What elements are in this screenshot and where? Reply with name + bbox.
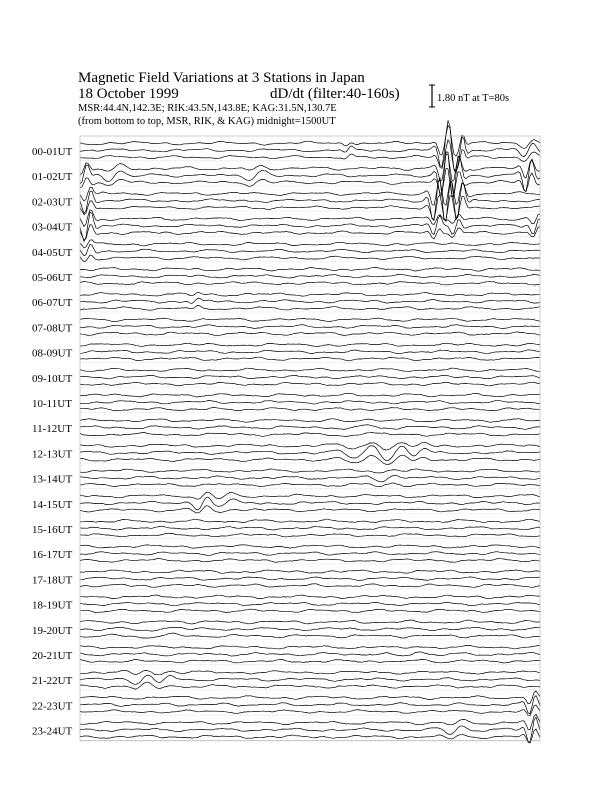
trace-rik <box>80 274 540 278</box>
trace-rik <box>80 497 540 510</box>
hour-label: 18-19UT <box>32 599 73 612</box>
trace-msr <box>80 305 540 310</box>
trace-msr <box>80 682 540 689</box>
trace-rik <box>80 552 540 556</box>
trace-msr <box>80 633 540 638</box>
trace-msr <box>80 559 540 563</box>
trace-msr <box>80 432 540 436</box>
trace-msr <box>80 408 540 411</box>
hour-label: 20-21UT <box>32 650 73 662</box>
hour-label: 03-04UT <box>32 221 73 234</box>
trace-msr <box>80 382 540 386</box>
trace-msr <box>80 659 540 663</box>
trace-rik <box>80 526 540 530</box>
trace-rik <box>80 350 540 354</box>
hour-label: 09-10UT <box>32 372 73 385</box>
trace-msr <box>80 281 540 285</box>
trace-kag <box>80 492 540 499</box>
scale-label: 1.80 nT at T=80s <box>437 93 510 104</box>
hour-label: 02-03UT <box>32 196 73 209</box>
hour-label: 23-24UT <box>32 725 73 738</box>
trace-rik <box>80 696 540 714</box>
hour-label: 22-23UT <box>32 700 73 713</box>
trace-kag <box>80 595 540 599</box>
trace-kag <box>80 419 540 423</box>
trace-kag <box>80 519 540 522</box>
hour-label: 01-02UT <box>32 171 73 184</box>
hour-label: 19-20UT <box>32 624 73 637</box>
trace-kag <box>80 318 540 322</box>
trace-rik <box>80 212 540 241</box>
trace-rik <box>80 627 540 631</box>
trace-kag <box>80 443 540 450</box>
trace-kag <box>80 268 540 272</box>
trace-msr <box>80 609 540 612</box>
trace-kag <box>80 292 540 296</box>
trace-kag <box>80 714 540 729</box>
hour-label: 10-11UT <box>32 398 72 410</box>
trace-rik <box>80 717 540 742</box>
trace-rik <box>80 178 540 221</box>
chart-date: 18 October 1999 <box>78 86 179 102</box>
trace-kag <box>80 570 540 573</box>
hour-label: 06-07UT <box>32 297 73 310</box>
chart-component: dD/dt (filter:40-160s) <box>270 86 400 102</box>
trace-msr <box>80 255 540 262</box>
hour-label: 07-08UT <box>32 322 73 335</box>
trace-msr <box>80 168 540 196</box>
trace-kag <box>80 469 540 473</box>
hour-label: 17-18UT <box>32 574 73 587</box>
trace-kag <box>80 545 540 548</box>
trace-rik <box>80 652 540 656</box>
trace-msr <box>80 140 540 171</box>
trace-msr <box>80 483 540 487</box>
trace-rik <box>80 475 540 482</box>
trace-rik <box>80 325 540 329</box>
trace-kag <box>80 368 540 371</box>
hour-label: 21-22UT <box>32 675 73 688</box>
trace-kag <box>80 343 540 346</box>
trace-kag <box>80 210 540 227</box>
trace-rik <box>80 602 540 605</box>
trace-kag <box>80 393 540 397</box>
hour-label: 15-16UT <box>32 524 73 536</box>
trace-kag <box>80 670 540 675</box>
trace-msr <box>80 533 540 537</box>
trace-msr <box>80 506 540 513</box>
trace-rik <box>80 425 540 430</box>
hour-label: 08-09UT <box>32 347 73 360</box>
hour-label: 14-15UT <box>32 498 73 511</box>
trace-rik <box>80 120 540 172</box>
trace-msr <box>80 705 540 716</box>
trace-msr <box>80 195 540 220</box>
trace-rik <box>80 375 540 379</box>
trace-rik <box>80 577 540 581</box>
chart-title: Magnetic Field Variations at 3 Stations in Japan <box>78 70 365 86</box>
trace-msr <box>80 332 540 336</box>
trace-kag <box>80 620 540 624</box>
trace-kag <box>80 645 540 649</box>
hour-label: 13-14UT <box>32 473 73 486</box>
trace-rik <box>80 244 540 256</box>
trace-rik <box>80 400 540 404</box>
hour-label: 00-01UT <box>32 146 73 158</box>
hour-label: 11-12UT <box>32 423 72 436</box>
trace-rik <box>80 298 540 303</box>
trace-msr <box>80 584 540 588</box>
hour-label: 04-05UT <box>32 246 73 259</box>
hour-label: 16-17UT <box>32 549 73 562</box>
hour-label: 12-13UT <box>32 448 73 461</box>
trace-msr <box>80 357 540 361</box>
trace-order-note: (from bottom to top, MSR, RIK, & KAG) midnight=1500UT <box>78 116 336 127</box>
trace-kag <box>80 691 540 704</box>
hour-label: 05-06UT <box>32 272 73 284</box>
station-coordinates: MSR:44.4N,142.3E; RIK:43.5N,143.8E; KAG:31.5N,130.7E <box>78 103 337 114</box>
trace-kag <box>80 240 540 248</box>
